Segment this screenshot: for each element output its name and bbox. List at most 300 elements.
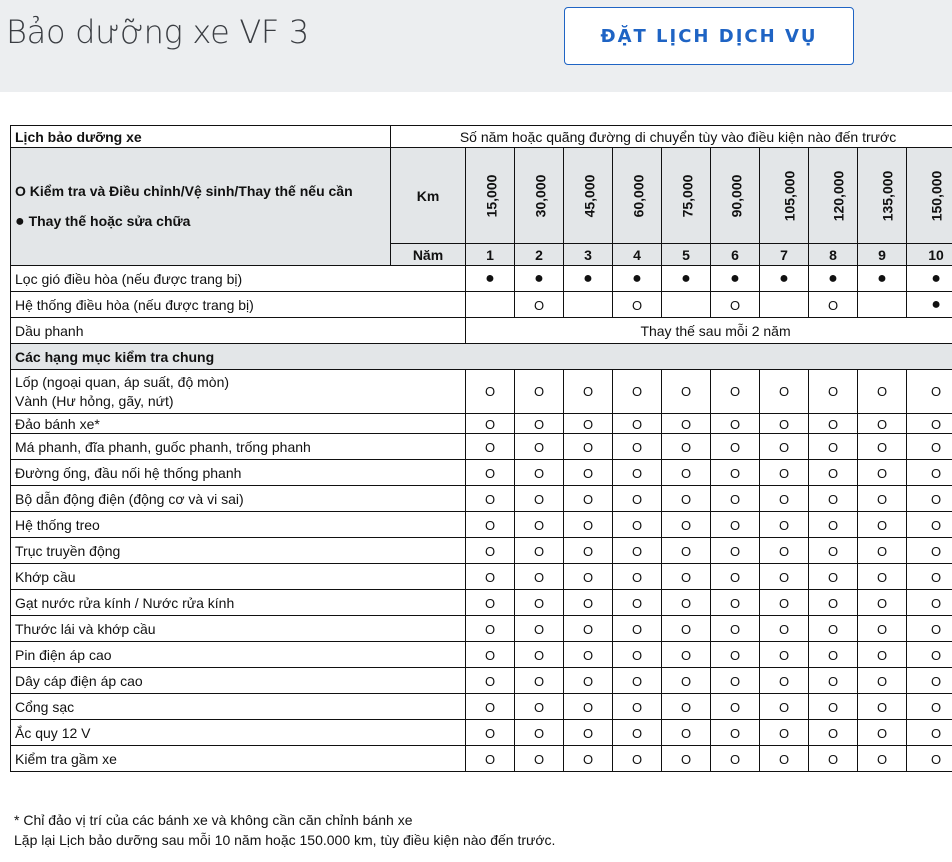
row-label: Đường ống, đầu nối hệ thống phanh bbox=[11, 460, 466, 486]
schedule-mark bbox=[760, 616, 809, 642]
row-label: Bộ dẫn động điện (động cơ và vi sai) bbox=[11, 486, 466, 512]
schedule-mark bbox=[613, 434, 662, 460]
schedule-mark bbox=[711, 512, 760, 538]
row-label: Hệ thống điều hòa (nếu được trang bị) bbox=[11, 292, 466, 318]
schedule-mark bbox=[515, 720, 564, 746]
schedule-mark bbox=[809, 642, 858, 668]
schedule-mark bbox=[662, 642, 711, 668]
schedule-mark-symbol: O bbox=[484, 751, 496, 767]
schedule-mark-symbol: O bbox=[582, 384, 594, 399]
row-label: Hệ thống treo bbox=[11, 512, 466, 538]
schedule-mark-symbol: O bbox=[876, 543, 888, 559]
schedule-mark-symbol: O bbox=[533, 673, 545, 689]
schedule-mark-symbol: O bbox=[582, 751, 594, 767]
schedule-mark-symbol: O bbox=[729, 725, 741, 741]
table-row bbox=[11, 318, 952, 344]
schedule-mark-symbol: O bbox=[533, 647, 545, 663]
schedule-mark bbox=[466, 720, 515, 746]
schedule-mark bbox=[515, 434, 564, 460]
schedule-mark-symbol: O bbox=[876, 725, 888, 741]
schedule-mark-symbol: O bbox=[827, 439, 839, 455]
schedule-mark-symbol: O bbox=[680, 595, 692, 611]
schedule-mark bbox=[711, 694, 760, 720]
schedule-mark-symbol: ● bbox=[485, 270, 495, 287]
schedule-mark-symbol: O bbox=[827, 517, 839, 533]
km-header-cell bbox=[809, 148, 858, 244]
schedule-mark-symbol: O bbox=[930, 517, 942, 533]
schedule-mark-symbol: O bbox=[827, 621, 839, 637]
km-value: 60,000 bbox=[630, 174, 647, 217]
schedule-mark bbox=[907, 370, 952, 414]
schedule-mark-symbol: O bbox=[876, 673, 888, 689]
schedule-mark-symbol: O bbox=[827, 543, 839, 559]
schedule-mark bbox=[809, 538, 858, 564]
schedule-mark bbox=[809, 590, 858, 616]
schedule-mark bbox=[515, 266, 564, 292]
schedule-mark-symbol: O bbox=[930, 491, 942, 507]
schedule-mark bbox=[809, 370, 858, 414]
schedule-mark bbox=[662, 292, 711, 318]
table-row bbox=[11, 414, 952, 434]
table-title: Lịch bảo dưỡng xe bbox=[11, 126, 391, 148]
schedule-mark-symbol: ● bbox=[632, 270, 642, 287]
schedule-mark bbox=[809, 434, 858, 460]
schedule-mark bbox=[711, 590, 760, 616]
schedule-mark bbox=[564, 460, 613, 486]
schedule-mark bbox=[515, 292, 564, 318]
schedule-mark bbox=[907, 746, 952, 772]
schedule-mark bbox=[809, 564, 858, 590]
schedule-mark-symbol: O bbox=[533, 699, 545, 715]
table-row bbox=[11, 460, 952, 486]
schedule-mark-symbol: O bbox=[827, 699, 839, 715]
schedule-mark-symbol: O bbox=[729, 699, 741, 715]
schedule-mark bbox=[662, 460, 711, 486]
schedule-mark-symbol: O bbox=[533, 297, 545, 313]
legend-replace bbox=[15, 213, 386, 230]
schedule-mark-symbol: O bbox=[582, 673, 594, 689]
km-value: 150,000 bbox=[928, 170, 945, 221]
schedule-mark-symbol: O bbox=[533, 465, 545, 481]
schedule-mark-symbol: O bbox=[827, 751, 839, 767]
schedule-mark-symbol: O bbox=[930, 725, 942, 741]
table-row bbox=[11, 642, 952, 668]
km-header-cell bbox=[662, 148, 711, 244]
km-value: 30,000 bbox=[532, 174, 549, 217]
schedule-mark-symbol: O bbox=[582, 543, 594, 559]
row-label: Lọc gió điều hòa (nếu được trang bị) bbox=[11, 266, 466, 292]
schedule-mark-symbol: O bbox=[680, 416, 692, 432]
schedule-mark bbox=[613, 486, 662, 512]
schedule-mark bbox=[907, 694, 952, 720]
schedule-mark-symbol: O bbox=[827, 465, 839, 481]
schedule-mark-symbol: O bbox=[533, 621, 545, 637]
schedule-mark bbox=[858, 616, 907, 642]
book-service-button[interactable]: ĐẶT LỊCH DỊCH VỤ bbox=[564, 7, 854, 65]
schedule-mark bbox=[613, 642, 662, 668]
maintenance-schedule-table bbox=[10, 125, 952, 772]
schedule-mark bbox=[564, 538, 613, 564]
schedule-mark-symbol: O bbox=[533, 569, 545, 585]
schedule-mark bbox=[466, 668, 515, 694]
schedule-mark-symbol: O bbox=[729, 543, 741, 559]
year-value: 7 bbox=[760, 244, 809, 266]
schedule-mark bbox=[662, 720, 711, 746]
schedule-mark-symbol: O bbox=[631, 491, 643, 507]
page-title: Bảo dưỡng xe VF 3 bbox=[6, 13, 309, 51]
schedule-mark-symbol: O bbox=[533, 439, 545, 455]
schedule-mark bbox=[662, 590, 711, 616]
schedule-mark bbox=[515, 414, 564, 434]
schedule-mark-symbol: O bbox=[827, 673, 839, 689]
legend-cell bbox=[11, 148, 391, 266]
schedule-mark bbox=[809, 460, 858, 486]
km-header-cell bbox=[760, 148, 809, 244]
schedule-mark-symbol: O bbox=[631, 699, 643, 715]
schedule-mark bbox=[809, 616, 858, 642]
schedule-mark-symbol: O bbox=[631, 725, 643, 741]
schedule-mark bbox=[613, 616, 662, 642]
schedule-mark bbox=[613, 460, 662, 486]
schedule-mark-symbol: O bbox=[827, 416, 839, 432]
schedule-mark-symbol: O bbox=[484, 517, 496, 533]
schedule-mark-symbol: O bbox=[484, 647, 496, 663]
schedule-mark-symbol: O bbox=[631, 751, 643, 767]
table-subtitle: Số năm hoặc quãng đường di chuyển tùy vào điều kiện nào đến trước bbox=[391, 126, 952, 148]
km-header-cell bbox=[711, 148, 760, 244]
schedule-mark bbox=[515, 564, 564, 590]
schedule-mark-symbol: O bbox=[876, 416, 888, 432]
km-value: 135,000 bbox=[879, 170, 896, 221]
schedule-mark bbox=[711, 564, 760, 590]
km-header-row bbox=[11, 148, 952, 244]
table-row bbox=[11, 616, 952, 642]
schedule-mark bbox=[760, 590, 809, 616]
legend-replace-label: Thay thế hoặc sửa chữa bbox=[28, 213, 191, 229]
row-label-line: Lốp (ngoại quan, áp suất, độ mòn) bbox=[15, 373, 230, 390]
schedule-mark-symbol: O bbox=[484, 725, 496, 741]
schedule-mark bbox=[907, 486, 952, 512]
schedule-mark bbox=[907, 266, 952, 292]
schedule-mark bbox=[662, 668, 711, 694]
year-value: 2 bbox=[515, 244, 564, 266]
schedule-mark bbox=[760, 720, 809, 746]
schedule-mark-symbol: O bbox=[582, 647, 594, 663]
schedule-mark bbox=[466, 746, 515, 772]
table-row bbox=[11, 538, 952, 564]
schedule-mark bbox=[858, 414, 907, 434]
schedule-mark bbox=[760, 460, 809, 486]
schedule-mark bbox=[760, 486, 809, 512]
schedule-mark-symbol: O bbox=[827, 647, 839, 663]
schedule-mark bbox=[907, 460, 952, 486]
schedule-mark-symbol: O bbox=[778, 621, 790, 637]
schedule-mark-symbol: O bbox=[631, 595, 643, 611]
schedule-mark bbox=[613, 266, 662, 292]
schedule-mark bbox=[711, 616, 760, 642]
schedule-mark bbox=[564, 590, 613, 616]
schedule-mark-symbol: ● bbox=[779, 270, 789, 287]
schedule-mark bbox=[858, 434, 907, 460]
schedule-mark-symbol: O bbox=[778, 384, 790, 399]
schedule-mark bbox=[564, 434, 613, 460]
schedule-mark bbox=[515, 616, 564, 642]
table-row bbox=[11, 292, 952, 318]
schedule-mark bbox=[858, 694, 907, 720]
row-label: Pin điện áp cao bbox=[11, 642, 466, 668]
schedule-mark bbox=[809, 486, 858, 512]
km-value: 45,000 bbox=[581, 174, 598, 217]
schedule-mark bbox=[466, 460, 515, 486]
schedule-mark-symbol: O bbox=[680, 439, 692, 455]
schedule-mark-symbol: ● bbox=[730, 270, 740, 287]
schedule-mark bbox=[907, 414, 952, 434]
schedule-mark bbox=[564, 746, 613, 772]
schedule-mark-symbol: O bbox=[582, 725, 594, 741]
schedule-mark bbox=[858, 746, 907, 772]
schedule-mark-symbol: O bbox=[680, 569, 692, 585]
filled-dot-icon: ● bbox=[15, 213, 25, 230]
schedule-mark-symbol: O bbox=[631, 569, 643, 585]
schedule-mark bbox=[613, 292, 662, 318]
schedule-mark-symbol: O bbox=[680, 517, 692, 533]
table-row bbox=[11, 590, 952, 616]
schedule-mark bbox=[613, 668, 662, 694]
km-header-cell bbox=[613, 148, 662, 244]
schedule-mark bbox=[613, 720, 662, 746]
schedule-mark bbox=[466, 292, 515, 318]
schedule-mark bbox=[564, 642, 613, 668]
year-value: 8 bbox=[809, 244, 858, 266]
schedule-mark bbox=[564, 266, 613, 292]
schedule-mark bbox=[564, 720, 613, 746]
schedule-mark-symbol: O bbox=[729, 517, 741, 533]
schedule-mark bbox=[613, 512, 662, 538]
schedule-mark bbox=[515, 746, 564, 772]
row-label: Gạt nước rửa kính / Nước rửa kính bbox=[11, 590, 466, 616]
schedule-mark-symbol: O bbox=[484, 595, 496, 611]
schedule-mark bbox=[858, 266, 907, 292]
schedule-mark bbox=[760, 512, 809, 538]
schedule-mark-symbol: O bbox=[631, 384, 643, 399]
schedule-mark-symbol: O bbox=[778, 699, 790, 715]
schedule-mark-symbol: O bbox=[533, 595, 545, 611]
km-label: Km bbox=[391, 148, 466, 244]
schedule-mark-symbol: O bbox=[631, 297, 643, 313]
schedule-mark-symbol: O bbox=[876, 595, 888, 611]
km-header-cell bbox=[515, 148, 564, 244]
km-value: 90,000 bbox=[728, 174, 745, 217]
schedule-mark-symbol: O bbox=[876, 621, 888, 637]
schedule-mark bbox=[711, 668, 760, 694]
schedule-mark bbox=[466, 590, 515, 616]
schedule-mark bbox=[466, 512, 515, 538]
schedule-mark bbox=[466, 370, 515, 414]
schedule-mark-symbol: O bbox=[484, 673, 496, 689]
schedule-mark-symbol: O bbox=[631, 673, 643, 689]
schedule-mark-symbol: ● bbox=[828, 270, 838, 287]
schedule-mark-symbol: O bbox=[930, 439, 942, 455]
schedule-mark-symbol: O bbox=[533, 751, 545, 767]
schedule-mark-symbol: O bbox=[778, 465, 790, 481]
schedule-mark bbox=[760, 694, 809, 720]
schedule-mark bbox=[907, 434, 952, 460]
schedule-mark-symbol: O bbox=[876, 439, 888, 455]
schedule-mark bbox=[858, 564, 907, 590]
schedule-mark bbox=[907, 642, 952, 668]
schedule-mark bbox=[613, 590, 662, 616]
schedule-mark-symbol: O bbox=[484, 543, 496, 559]
schedule-mark-symbol: O bbox=[778, 673, 790, 689]
table-row bbox=[11, 512, 952, 538]
schedule-mark-symbol: O bbox=[484, 699, 496, 715]
schedule-mark-symbol: O bbox=[680, 647, 692, 663]
schedule-mark bbox=[858, 668, 907, 694]
schedule-mark bbox=[466, 266, 515, 292]
schedule-mark bbox=[809, 414, 858, 434]
schedule-mark-symbol: O bbox=[533, 384, 545, 399]
schedule-mark-symbol: O bbox=[582, 416, 594, 432]
schedule-mark-symbol: O bbox=[582, 621, 594, 637]
schedule-mark-symbol: O bbox=[930, 543, 942, 559]
schedule-mark-symbol: O bbox=[729, 595, 741, 611]
schedule-mark-symbol: O bbox=[680, 543, 692, 559]
row-label: Đảo bánh xe* bbox=[11, 414, 466, 434]
schedule-mark-symbol: O bbox=[680, 751, 692, 767]
year-value: 10 bbox=[907, 244, 952, 266]
schedule-mark bbox=[662, 538, 711, 564]
schedule-mark bbox=[858, 642, 907, 668]
km-header-cell bbox=[907, 148, 952, 244]
schedule-mark-symbol: O bbox=[930, 416, 942, 432]
schedule-mark-symbol: O bbox=[930, 384, 942, 399]
schedule-mark-symbol: O bbox=[778, 595, 790, 611]
schedule-mark bbox=[662, 266, 711, 292]
schedule-mark-symbol: O bbox=[827, 297, 839, 313]
schedule-mark bbox=[515, 370, 564, 414]
schedule-mark-symbol: O bbox=[778, 569, 790, 585]
schedule-mark bbox=[760, 668, 809, 694]
schedule-mark bbox=[858, 460, 907, 486]
row-label: Kiểm tra gầm xe bbox=[11, 746, 466, 772]
schedule-mark-symbol: O bbox=[582, 595, 594, 611]
schedule-mark bbox=[711, 292, 760, 318]
schedule-mark-symbol: O bbox=[680, 621, 692, 637]
schedule-mark-symbol: O bbox=[778, 416, 790, 432]
schedule-mark bbox=[564, 616, 613, 642]
schedule-mark-symbol: O bbox=[533, 725, 545, 741]
schedule-mark bbox=[515, 512, 564, 538]
section-title: Các hạng mục kiểm tra chung bbox=[11, 344, 952, 370]
schedule-mark-symbol: O bbox=[729, 569, 741, 585]
schedule-mark bbox=[760, 564, 809, 590]
table-row bbox=[11, 694, 952, 720]
schedule-mark-symbol: ● bbox=[534, 270, 544, 287]
schedule-mark bbox=[760, 746, 809, 772]
schedule-mark bbox=[858, 292, 907, 318]
schedule-mark-symbol: O bbox=[876, 569, 888, 585]
schedule-mark bbox=[662, 512, 711, 538]
schedule-mark bbox=[515, 538, 564, 564]
schedule-mark bbox=[662, 370, 711, 414]
km-header-cell bbox=[466, 148, 515, 244]
schedule-mark bbox=[858, 512, 907, 538]
schedule-mark-symbol: O bbox=[778, 491, 790, 507]
schedule-mark bbox=[662, 486, 711, 512]
schedule-mark bbox=[907, 668, 952, 694]
schedule-mark-symbol: ● bbox=[681, 270, 691, 287]
schedule-mark bbox=[711, 642, 760, 668]
year-label: Năm bbox=[391, 244, 466, 266]
footnote-rotation: * Chỉ đảo vị trí của các bánh xe và không cần căn chỉnh bánh xe bbox=[14, 812, 413, 828]
km-value: 75,000 bbox=[679, 174, 696, 217]
table-row bbox=[11, 564, 952, 590]
schedule-mark bbox=[809, 266, 858, 292]
schedule-mark-symbol: O bbox=[827, 595, 839, 611]
year-value: 1 bbox=[466, 244, 515, 266]
schedule-mark-symbol: O bbox=[729, 491, 741, 507]
row-label: Khớp cầu bbox=[11, 564, 466, 590]
schedule-mark bbox=[907, 292, 952, 318]
footnote-repeat: Lặp lại Lịch bảo dưỡng sau mỗi 10 năm hoặc 150.000 km, tùy điều kiện nào đến trước. bbox=[14, 832, 556, 848]
section-header-row bbox=[11, 344, 952, 370]
schedule-mark bbox=[858, 538, 907, 564]
schedule-mark bbox=[711, 486, 760, 512]
schedule-mark-symbol: O bbox=[930, 569, 942, 585]
schedule-mark-symbol: O bbox=[582, 569, 594, 585]
schedule-mark-symbol: O bbox=[582, 517, 594, 533]
km-value: 105,000 bbox=[781, 170, 798, 221]
schedule-mark-symbol: O bbox=[484, 416, 496, 432]
schedule-mark bbox=[613, 370, 662, 414]
schedule-mark-symbol: O bbox=[778, 725, 790, 741]
schedule-mark bbox=[809, 512, 858, 538]
schedule-mark bbox=[564, 292, 613, 318]
schedule-mark bbox=[907, 512, 952, 538]
table-row bbox=[11, 746, 952, 772]
footer-notes bbox=[14, 810, 555, 850]
schedule-mark-symbol: O bbox=[778, 543, 790, 559]
schedule-mark bbox=[466, 414, 515, 434]
schedule-mark-symbol: O bbox=[582, 491, 594, 507]
schedule-mark bbox=[466, 616, 515, 642]
schedule-mark bbox=[760, 642, 809, 668]
schedule-mark-symbol: O bbox=[930, 621, 942, 637]
schedule-mark bbox=[613, 564, 662, 590]
schedule-mark-symbol: O bbox=[680, 465, 692, 481]
schedule-mark bbox=[760, 414, 809, 434]
schedule-mark-symbol: O bbox=[484, 491, 496, 507]
year-value: 4 bbox=[613, 244, 662, 266]
schedule-mark bbox=[711, 370, 760, 414]
schedule-mark-symbol: ● bbox=[931, 296, 941, 313]
schedule-mark bbox=[809, 292, 858, 318]
schedule-mark bbox=[760, 538, 809, 564]
schedule-mark bbox=[711, 720, 760, 746]
schedule-mark-symbol: O bbox=[631, 543, 643, 559]
schedule-mark-symbol: O bbox=[778, 751, 790, 767]
schedule-mark bbox=[809, 668, 858, 694]
schedule-mark-symbol: O bbox=[729, 465, 741, 481]
row-label: Thước lái và khớp cầu bbox=[11, 616, 466, 642]
schedule-mark bbox=[466, 486, 515, 512]
schedule-mark bbox=[858, 486, 907, 512]
schedule-mark bbox=[564, 486, 613, 512]
schedule-mark-symbol: O bbox=[729, 384, 741, 399]
schedule-mark bbox=[466, 434, 515, 460]
schedule-mark bbox=[711, 538, 760, 564]
schedule-mark-symbol: O bbox=[876, 647, 888, 663]
